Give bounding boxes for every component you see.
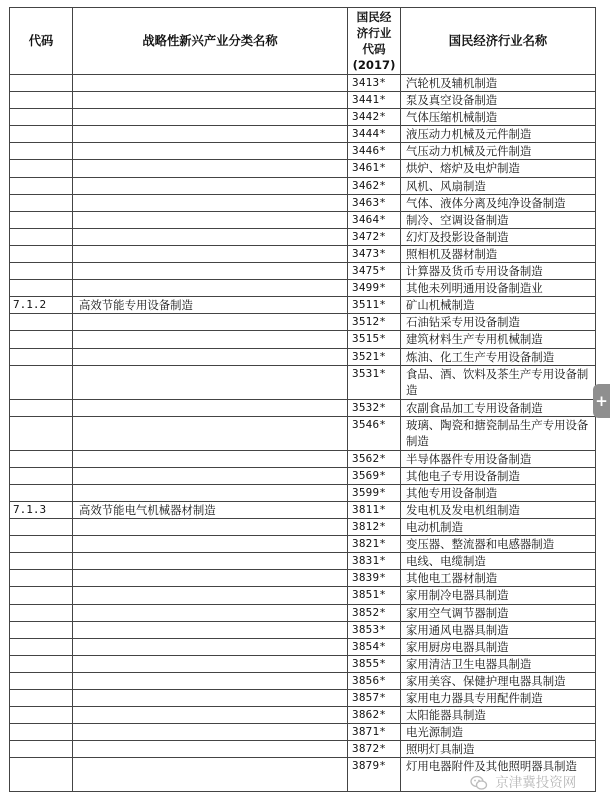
code-cell	[10, 109, 73, 126]
table-row	[10, 604, 596, 621]
industry-name-cell: 建筑材料生产专用机械制造	[401, 331, 596, 348]
industry-name-cell: 玻璃、陶瓷和搪瓷制品生产专用设备制造	[401, 416, 596, 450]
header-industry-code: 国民经济行业代码(2017)	[348, 8, 401, 75]
table-row	[10, 519, 596, 536]
industry-name-cell: 电线、电缆制造	[401, 553, 596, 570]
industry-name-cell: 烘炉、熔炉及电炉制造	[401, 160, 596, 177]
watermark-text: 京津冀投资网	[495, 775, 577, 791]
category-cell	[73, 75, 348, 92]
category-cell	[73, 314, 348, 331]
table-row	[10, 143, 596, 160]
table-row	[10, 297, 596, 314]
industry-code-cell: 3521*	[348, 348, 401, 365]
category-cell	[73, 553, 348, 570]
plus-icon: +	[595, 392, 608, 410]
industry-code-cell: 3862*	[348, 707, 401, 724]
industry-code-cell: 3562*	[348, 450, 401, 467]
code-cell	[10, 758, 73, 792]
code-cell	[10, 621, 73, 638]
table-row	[10, 621, 596, 638]
industry-name-cell: 变压器、整流器和电感器制造	[401, 536, 596, 553]
industry-code-cell: 3532*	[348, 399, 401, 416]
industry-code-cell: 3872*	[348, 741, 401, 758]
industry-name-cell: 气体压缩机械制造	[401, 109, 596, 126]
category-cell	[73, 365, 348, 399]
category-cell	[73, 741, 348, 758]
industry-name-cell: 家用美容、保健护理电器具制造	[401, 672, 596, 689]
industry-code-cell: 3463*	[348, 194, 401, 211]
table-row	[10, 553, 596, 570]
table-row	[10, 536, 596, 553]
industry-code-cell: 3446*	[348, 143, 401, 160]
code-cell	[10, 655, 73, 672]
table-row	[10, 450, 596, 467]
category-cell	[73, 536, 348, 553]
category-cell	[73, 263, 348, 280]
industry-name-cell: 幻灯及投影设备制造	[401, 228, 596, 245]
category-cell	[73, 450, 348, 467]
industry-code-cell: 3879*	[348, 758, 401, 792]
industry-code-cell: 3444*	[348, 126, 401, 143]
industry-name-cell: 电光源制造	[401, 724, 596, 741]
category-cell	[73, 399, 348, 416]
table-body	[10, 75, 596, 792]
industry-code-cell: 3511*	[348, 297, 401, 314]
industry-code-cell: 3472*	[348, 228, 401, 245]
category-cell	[73, 672, 348, 689]
industry-code-cell: 3871*	[348, 724, 401, 741]
table-row	[10, 348, 596, 365]
table-row	[10, 126, 596, 143]
code-cell	[10, 348, 73, 365]
table-row	[10, 655, 596, 672]
industry-code-cell: 3821*	[348, 536, 401, 553]
industry-code-cell: 3473*	[348, 245, 401, 262]
industry-name-cell: 炼油、化工生产专用设备制造	[401, 348, 596, 365]
industry-code-cell: 3442*	[348, 109, 401, 126]
industry-code-cell: 3531*	[348, 365, 401, 399]
category-cell	[73, 160, 348, 177]
industry-name-cell: 家用清洁卫生电器具制造	[401, 655, 596, 672]
table-row	[10, 467, 596, 484]
code-cell	[10, 467, 73, 484]
table-row	[10, 416, 596, 450]
header-industry-name: 国民经济行业名称	[401, 8, 596, 75]
table-row	[10, 280, 596, 297]
code-cell	[10, 314, 73, 331]
category-cell	[73, 587, 348, 604]
industry-code-cell: 3441*	[348, 92, 401, 109]
table-row	[10, 331, 596, 348]
code-cell	[10, 553, 73, 570]
code-cell	[10, 194, 73, 211]
code-cell	[10, 160, 73, 177]
code-cell	[10, 92, 73, 109]
industry-code-cell: 3569*	[348, 467, 401, 484]
code-cell: 7.1.2	[10, 297, 73, 314]
code-cell	[10, 365, 73, 399]
category-cell	[73, 228, 348, 245]
code-cell	[10, 450, 73, 467]
table-row	[10, 177, 596, 194]
industry-name-cell: 其他未列明通用设备制造业	[401, 280, 596, 297]
code-cell	[10, 724, 73, 741]
industry-code-cell: 3855*	[348, 655, 401, 672]
header-category: 战略性新兴产业分类名称	[73, 8, 348, 75]
category-cell	[73, 621, 348, 638]
code-cell	[10, 638, 73, 655]
code-cell	[10, 604, 73, 621]
industry-code-cell: 3831*	[348, 553, 401, 570]
table-row	[10, 160, 596, 177]
code-cell	[10, 416, 73, 450]
code-cell	[10, 741, 73, 758]
industry-name-cell: 太阳能器具制造	[401, 707, 596, 724]
watermark	[470, 770, 605, 796]
table-row	[10, 501, 596, 518]
table-row	[10, 245, 596, 262]
industry-name-cell: 风机、风扇制造	[401, 177, 596, 194]
industry-code-cell: 3851*	[348, 587, 401, 604]
industry-code-cell: 3599*	[348, 484, 401, 501]
industry-name-cell: 农副食品加工专用设备制造	[401, 399, 596, 416]
table-row	[10, 724, 596, 741]
code-cell	[10, 177, 73, 194]
category-cell: 高效节能专用设备制造	[73, 297, 348, 314]
industry-name-cell: 石油钻采专用设备制造	[401, 314, 596, 331]
table-row	[10, 741, 596, 758]
code-cell	[10, 707, 73, 724]
industry-name-cell: 家用通风电器具制造	[401, 621, 596, 638]
code-cell	[10, 399, 73, 416]
wechat-icon	[470, 774, 488, 792]
industry-name-cell: 气压动力机械及元件制造	[401, 143, 596, 160]
table-row	[10, 92, 596, 109]
industry-name-cell: 家用制冷电器具制造	[401, 587, 596, 604]
table-row	[10, 314, 596, 331]
industry-name-cell: 计算器及货币专用设备制造	[401, 263, 596, 280]
category-cell	[73, 707, 348, 724]
category-cell	[73, 570, 348, 587]
industry-code-cell: 3853*	[348, 621, 401, 638]
code-cell	[10, 228, 73, 245]
code-cell	[10, 211, 73, 228]
industry-name-cell: 家用电力器具专用配件制造	[401, 690, 596, 707]
code-cell	[10, 519, 73, 536]
category-cell	[73, 109, 348, 126]
category-cell	[73, 177, 348, 194]
table-row	[10, 109, 596, 126]
table-row	[10, 263, 596, 280]
table-row	[10, 399, 596, 416]
code-cell	[10, 245, 73, 262]
industry-classification-table	[9, 7, 596, 792]
category-cell	[73, 604, 348, 621]
industry-code-cell: 3852*	[348, 604, 401, 621]
code-cell	[10, 331, 73, 348]
industry-name-cell: 照相机及器材制造	[401, 245, 596, 262]
industry-name-cell: 其他电工器材制造	[401, 570, 596, 587]
industry-code-cell: 3811*	[348, 501, 401, 518]
industry-name-cell: 照明灯具制造	[401, 741, 596, 758]
code-cell	[10, 690, 73, 707]
table-row	[10, 707, 596, 724]
industry-code-cell: 3499*	[348, 280, 401, 297]
industry-code-cell: 3461*	[348, 160, 401, 177]
code-cell	[10, 143, 73, 160]
category-cell	[73, 245, 348, 262]
industry-code-cell: 3512*	[348, 314, 401, 331]
category-cell	[73, 519, 348, 536]
table-row	[10, 228, 596, 245]
table-row	[10, 211, 596, 228]
industry-name-cell: 泵及真空设备制造	[401, 92, 596, 109]
code-cell: 7.1.3	[10, 501, 73, 518]
category-cell	[73, 484, 348, 501]
table-row	[10, 690, 596, 707]
category-cell	[73, 638, 348, 655]
header-code: 代码	[10, 8, 73, 75]
category-cell: 高效节能电气机械器材制造	[73, 501, 348, 518]
industry-code-cell: 3462*	[348, 177, 401, 194]
category-cell	[73, 331, 348, 348]
table-row	[10, 365, 596, 399]
code-cell	[10, 126, 73, 143]
industry-name-cell: 矿山机械制造	[401, 297, 596, 314]
industry-name-cell: 气体、液体分离及纯净设备制造	[401, 194, 596, 211]
industry-name-cell: 食品、酒、饮料及茶生产专用设备制造	[401, 365, 596, 399]
expand-tab[interactable]	[593, 384, 610, 418]
code-cell	[10, 536, 73, 553]
industry-name-cell: 汽轮机及辅机制造	[401, 75, 596, 92]
industry-name-cell: 其他电子专用设备制造	[401, 467, 596, 484]
code-cell	[10, 570, 73, 587]
table-row	[10, 194, 596, 211]
industry-code-cell: 3812*	[348, 519, 401, 536]
category-cell	[73, 724, 348, 741]
industry-code-cell: 3515*	[348, 331, 401, 348]
category-cell	[73, 758, 348, 792]
table-row	[10, 672, 596, 689]
industry-name-cell: 半导体器件专用设备制造	[401, 450, 596, 467]
category-cell	[73, 194, 348, 211]
code-cell	[10, 75, 73, 92]
category-cell	[73, 655, 348, 672]
table-row	[10, 638, 596, 655]
category-cell	[73, 280, 348, 297]
industry-code-cell: 3464*	[348, 211, 401, 228]
code-cell	[10, 672, 73, 689]
industry-code-cell: 3475*	[348, 263, 401, 280]
category-cell	[73, 467, 348, 484]
industry-code-cell: 3854*	[348, 638, 401, 655]
category-cell	[73, 126, 348, 143]
code-cell	[10, 263, 73, 280]
industry-code-cell: 3413*	[348, 75, 401, 92]
category-cell	[73, 690, 348, 707]
industry-code-cell: 3546*	[348, 416, 401, 450]
industry-name-cell: 液压动力机械及元件制造	[401, 126, 596, 143]
table-row	[10, 75, 596, 92]
category-cell	[73, 348, 348, 365]
table-row	[10, 570, 596, 587]
category-cell	[73, 92, 348, 109]
industry-code-cell: 3839*	[348, 570, 401, 587]
category-cell	[73, 143, 348, 160]
code-cell	[10, 587, 73, 604]
industry-name-cell: 发电机及发电机组制造	[401, 501, 596, 518]
industry-name-cell: 制冷、空调设备制造	[401, 211, 596, 228]
code-cell	[10, 280, 73, 297]
industry-name-cell: 其他专用设备制造	[401, 484, 596, 501]
industry-name-cell: 家用厨房电器具制造	[401, 638, 596, 655]
industry-name-cell: 家用空气调节器制造	[401, 604, 596, 621]
industry-code-cell: 3857*	[348, 690, 401, 707]
category-cell	[73, 416, 348, 450]
category-cell	[73, 211, 348, 228]
industry-name-cell: 电动机制造	[401, 519, 596, 536]
table-row	[10, 587, 596, 604]
industry-name-cell: 灯用电器附件及其他照明器具制造	[401, 758, 596, 792]
table-row	[10, 484, 596, 501]
table-header-row	[10, 8, 596, 75]
code-cell	[10, 484, 73, 501]
industry-code-cell: 3856*	[348, 672, 401, 689]
